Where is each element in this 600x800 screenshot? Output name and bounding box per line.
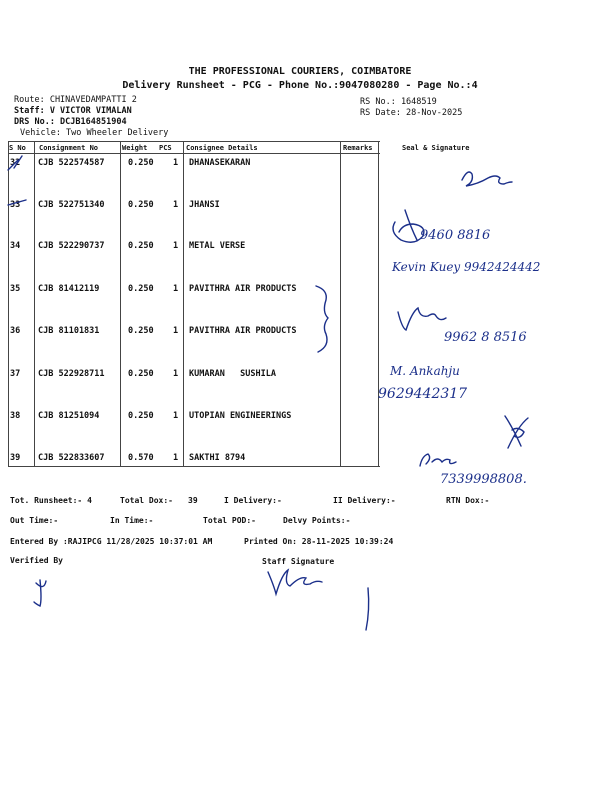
row-consignment: CJB 522574587 [38, 158, 105, 168]
verified-by: Verified By [10, 556, 63, 565]
row-weight: 0.250 [128, 369, 154, 379]
handwritten-sig-35: Kevin Kuey 9942424442 [392, 260, 541, 274]
drs-text: DRS No.: DCJB164851904 [14, 117, 127, 127]
row-sno: 33 [10, 200, 21, 210]
row-sno: 34 [10, 241, 21, 251]
row-weight: 0.250 [128, 326, 154, 336]
out-time: Out Time:- [10, 516, 59, 525]
row-sno: 32 [10, 158, 21, 168]
col-sno: S No [9, 144, 26, 152]
signature-scribble-32 [462, 172, 512, 186]
row-sno: 38 [10, 411, 21, 421]
handwritten-phone-37: 9629442317 [378, 386, 468, 402]
brace-mark [316, 286, 328, 352]
entered-by: Entered By :RAJIPCG 11/28/2025 10:37:01 AM [10, 537, 213, 546]
row-weight: 0.250 [128, 158, 154, 168]
row-sno: 37 [10, 369, 21, 379]
row-pcs: 1 [173, 411, 179, 421]
staff-signature-label: Staff Signature [262, 557, 335, 566]
total-dox-label: Total Dox:- [120, 496, 173, 505]
row-consignment: CJB 81251094 [38, 411, 100, 421]
handwritten-phone-36: 9962 8 8516 [444, 330, 527, 345]
signature-scribble-36 [398, 308, 446, 330]
rs-date-text: RS Date: 28-Nov-2025 [360, 108, 463, 118]
row-pcs: 1 [173, 241, 179, 251]
i-delivery: I Delivery:- [224, 496, 282, 505]
signature-scribble-39 [420, 454, 456, 466]
row-consignee: METAL VERSE [189, 241, 246, 251]
col-weight: Weight [122, 144, 148, 152]
row-pcs: 1 [173, 453, 179, 463]
pen-stroke [366, 588, 369, 630]
delvy-points: Delvy Points:- [283, 516, 351, 525]
signature-scribble-38 [505, 416, 528, 448]
row-weight: 0.570 [128, 453, 154, 463]
rs-no-text: RS No.: 1648519 [360, 97, 437, 107]
row-consignment: CJB 522751340 [38, 200, 105, 210]
handwritten-name-37: M. Ankahju [390, 364, 460, 378]
staff-signature-mark [268, 570, 322, 594]
route-text: Route: CHINAVEDAMPATTI 2 [14, 95, 137, 105]
row-pcs: 1 [173, 369, 179, 379]
runsheet-subtitle: Delivery Runsheet - PCG - Phone No.:9047080280 - Page No.:4 [122, 80, 478, 91]
company-title: THE PROFESSIONAL COURIERS, COIMBATORE [188, 66, 412, 77]
col-consignee: Consignee Details [186, 144, 258, 152]
vehicle-text: Vehicle: Two Wheeler Delivery [20, 128, 169, 138]
row-consignment: CJB 522290737 [38, 241, 105, 251]
col-consignment: Consignment No [39, 144, 99, 152]
row-consignment: CJB 81412119 [38, 284, 100, 294]
printed-on: Printed On: 28-11-2025 10:39:24 [244, 537, 394, 546]
row-consignee: PAVITHRA AIR PRODUCTS [189, 284, 297, 294]
ii-delivery: II Delivery:- [333, 496, 396, 505]
row-consignee: SAKTHI 8794 [189, 453, 246, 463]
handwritten-phone-39: 7339998808. [440, 472, 527, 487]
verified-signature [34, 580, 46, 606]
rtn-dox: RTN Dox:- [446, 496, 490, 505]
row-sno: 39 [10, 453, 21, 463]
total-dox-value: 39 [188, 496, 198, 505]
tick-mark-icon [8, 200, 26, 205]
row-consignment: CJB 81101831 [38, 326, 100, 336]
row-pcs: 1 [173, 284, 179, 294]
tot-runsheet: Tot. Runsheet:- 4 [10, 496, 92, 505]
row-consignment: CJB 522833607 [38, 453, 105, 463]
row-pcs: 1 [173, 326, 179, 336]
row-consignee: DHANASEKARAN [189, 158, 251, 168]
row-sno: 36 [10, 326, 21, 336]
row-weight: 0.250 [128, 411, 154, 421]
col-pcs: PCS [159, 144, 172, 152]
handwritten-phone-34: 9460 8816 [420, 228, 491, 243]
row-weight: 0.250 [128, 284, 154, 294]
row-weight: 0.250 [128, 241, 154, 251]
in-time: In Time:- [110, 516, 154, 525]
staff-text: Staff: V VICTOR VIMALAN [14, 106, 132, 116]
row-consignment: CJB 522928711 [38, 369, 105, 379]
row-sno: 35 [10, 284, 21, 294]
row-pcs: 1 [173, 158, 179, 168]
row-consignee: KUMARAN SUSHILA [189, 369, 276, 379]
col-remarks: Remarks [343, 144, 373, 152]
col-seal-signature: Seal & Signature [402, 144, 470, 152]
tick-mark-icon [8, 156, 22, 170]
row-consignee: PAVITHRA AIR PRODUCTS [189, 326, 297, 336]
row-pcs: 1 [173, 200, 179, 210]
total-pod: Total POD:- [203, 516, 256, 525]
row-consignee: JHANSI [189, 200, 220, 210]
row-weight: 0.250 [128, 200, 154, 210]
row-consignee: UTOPIAN ENGINEERINGS [189, 411, 292, 421]
